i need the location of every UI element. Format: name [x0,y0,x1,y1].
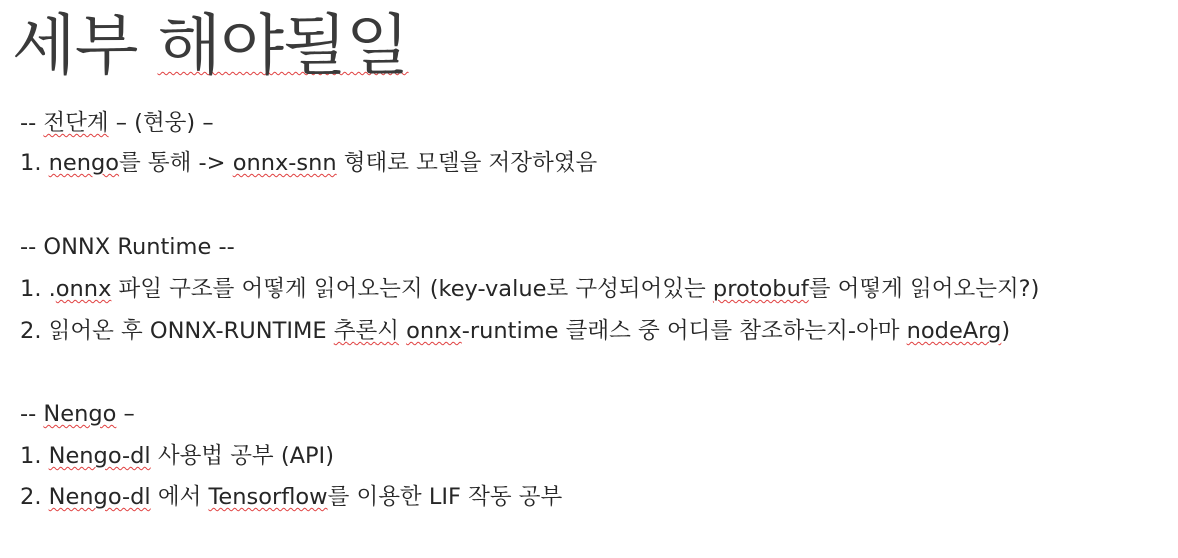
text-segment: 1. [20,150,49,176]
list-item [20,439,334,473]
text-segment: 2. 읽어온 후 ONNX-RUNTIME [20,318,334,344]
spellcheck-word: Nengo-dl [48,443,151,469]
title-part-1: 세부 [12,7,158,84]
text-segment: 2. [20,484,49,510]
text-segment: 를 어떻게 읽어오는지?) [808,276,1040,302]
text-segment: 형태로 모델을 저장하였음 [336,150,598,176]
text-segment: -- [20,401,44,427]
list-item [20,146,597,180]
text-segment: 를 통해 -> [119,150,233,176]
spellcheck-word: 추론시 [333,318,399,344]
text-segment: ) [1001,318,1011,344]
text-segment: 를 이용한 LIF 작동 공부 [327,484,563,510]
section-heading-previous-stage [20,106,214,140]
text-segment: – [116,401,135,427]
title-part-2: 해야될일 [157,7,409,84]
spellcheck-word: Nengo-dl [48,484,151,510]
text-segment: 사용법 공부 (API) [150,443,334,469]
text-segment: -- [20,110,44,136]
section-heading-onnx-runtime [20,230,235,264]
text-segment: 에서 [150,484,209,510]
spellcheck-word: protobuf [712,276,809,302]
spellcheck-word: nodeArg [906,318,1002,344]
text-segment: 파일 구조를 어떻게 읽어오는지 (key-value로 구성되어있는 [111,276,713,302]
text-segment: 1. . [20,276,56,302]
spellcheck-word: Nengo [43,401,117,427]
list-item [20,314,1010,348]
spellcheck-word: nengo [48,150,120,176]
text-segment: – (현웅) – [108,110,214,136]
section-heading-nengo [20,397,135,431]
spellcheck-word: onnx [406,318,462,344]
text-segment: -- ONNX Runtime -- [20,234,235,260]
spellcheck-word: onnx [55,276,112,302]
text-segment: 1. [20,443,49,469]
spellcheck-word: 전단계 [43,110,109,136]
list-item [20,272,1039,306]
spellcheck-word: onnx-snn [232,150,337,176]
text-segment: -runtime 클래스 중 어디를 참조하는지-아마 [461,318,907,344]
spellcheck-word: Tensorflow [208,484,328,510]
list-item [20,480,562,514]
page-title [12,6,409,86]
